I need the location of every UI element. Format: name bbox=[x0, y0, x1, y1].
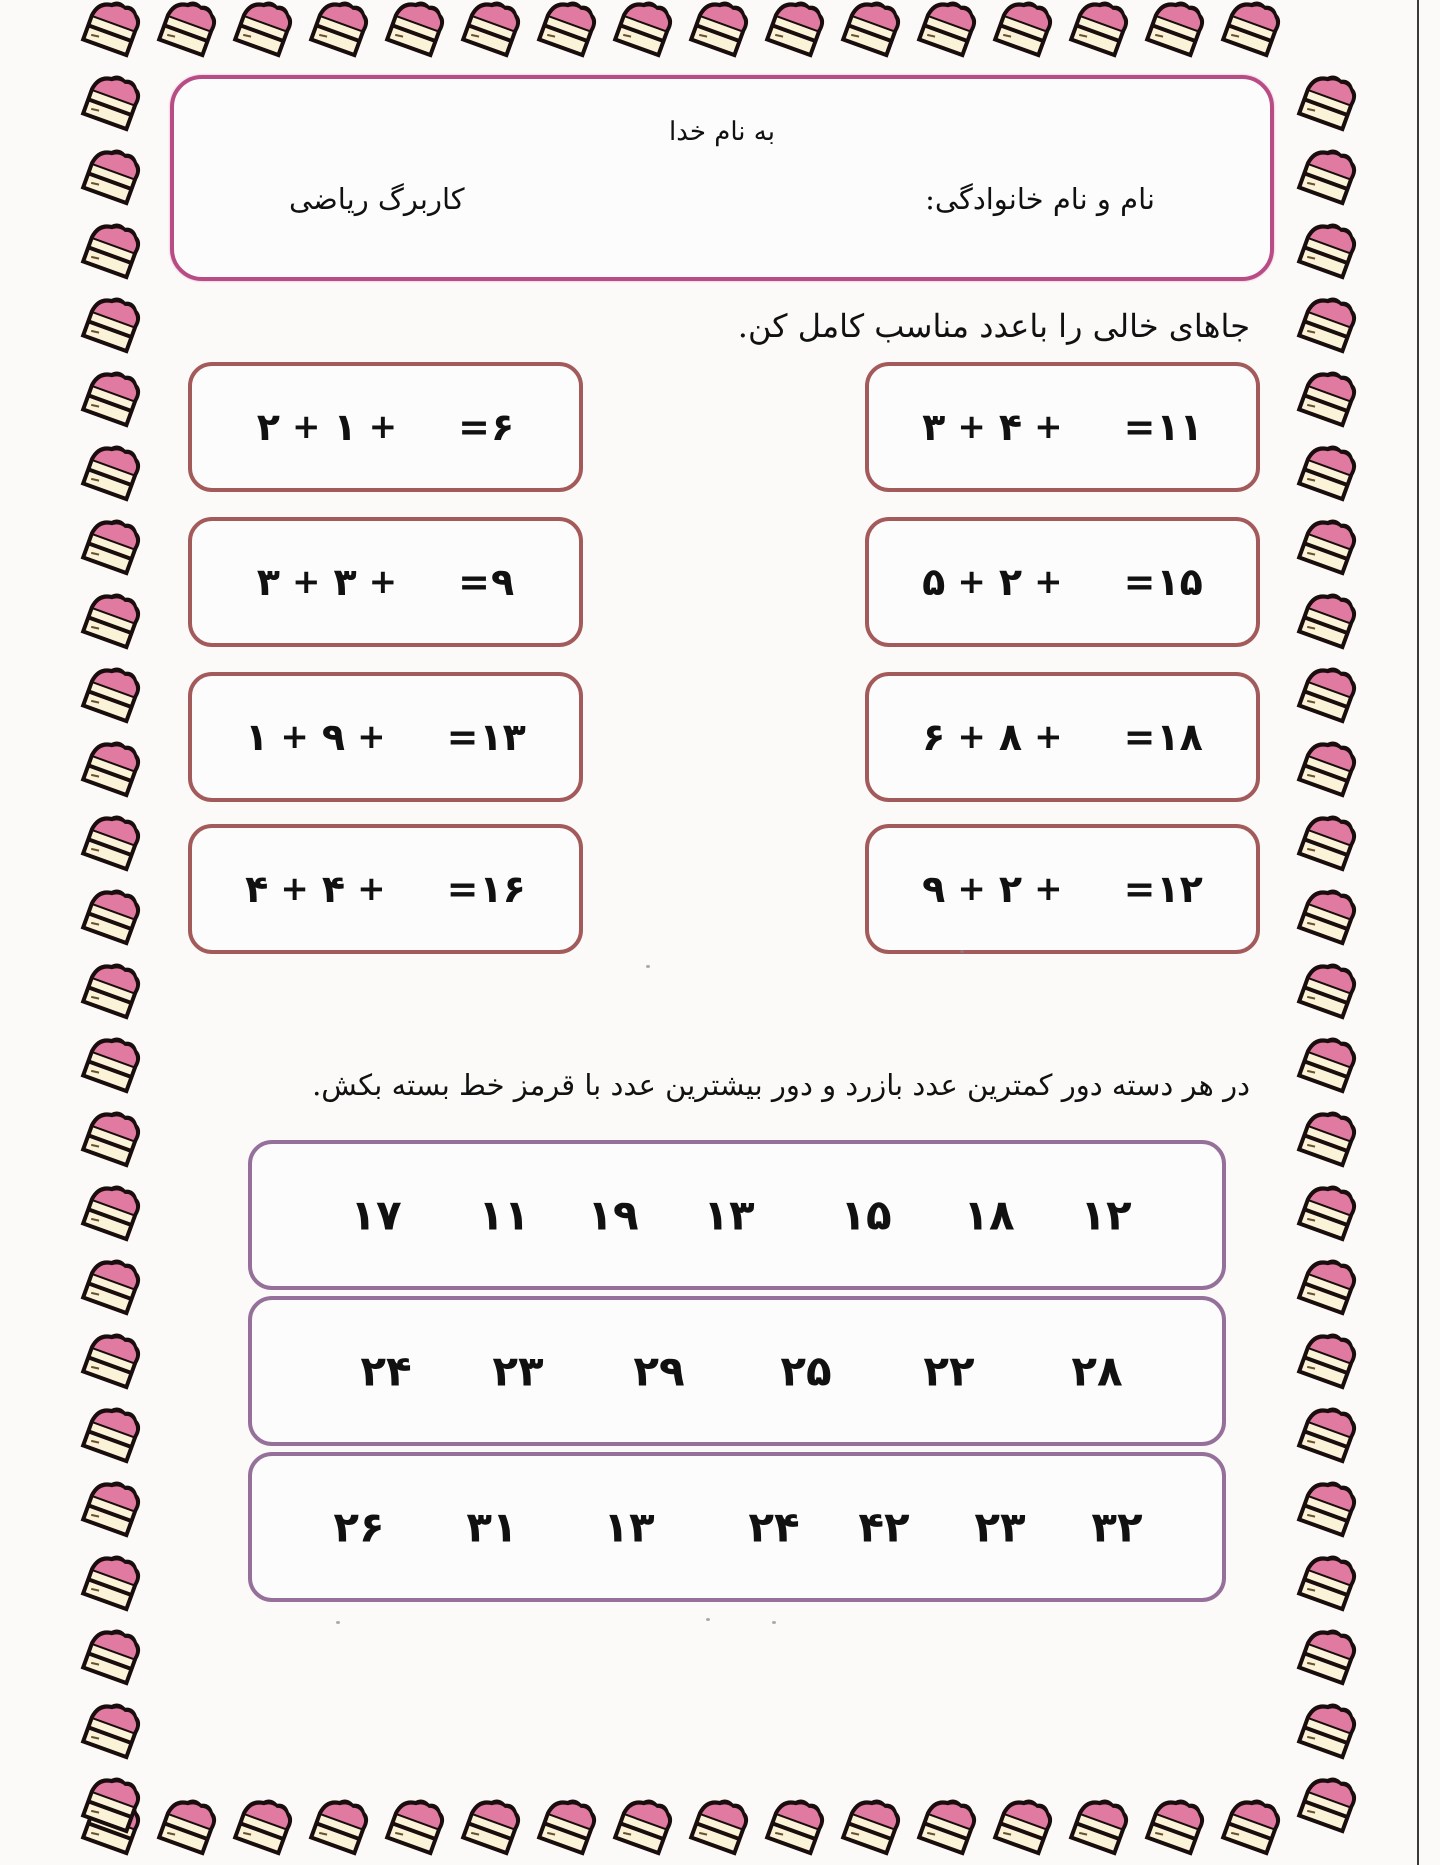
cake-slice-icon bbox=[224, 0, 300, 66]
cake-slice-icon bbox=[72, 1252, 148, 1324]
cake-slice-icon bbox=[756, 0, 832, 66]
cake-slice-icon bbox=[1212, 1792, 1288, 1864]
equation-total: ۱۱ bbox=[1156, 405, 1203, 449]
plus-sign: + bbox=[957, 869, 987, 909]
cake-slice-icon bbox=[1288, 1770, 1364, 1842]
cake-slice-icon bbox=[72, 734, 148, 806]
number-item[interactable]: ۱۱ bbox=[478, 1190, 530, 1240]
cake-slice-icon bbox=[604, 0, 680, 66]
equals-sign: = bbox=[1123, 867, 1157, 911]
equation-box bbox=[188, 517, 583, 647]
addend-a: ۳ bbox=[333, 560, 357, 604]
cake-slice-icon bbox=[528, 0, 604, 66]
cake-slice-icon bbox=[72, 0, 148, 66]
number-item[interactable]: ۲۳ bbox=[974, 1502, 1026, 1552]
cake-slice-icon bbox=[72, 1178, 148, 1250]
cake-slice-icon bbox=[1288, 1252, 1364, 1324]
cake-slice-icon bbox=[1288, 438, 1364, 510]
equals-sign: = bbox=[458, 560, 492, 604]
number-item[interactable]: ۲۶ bbox=[333, 1502, 385, 1552]
cake-slice-icon bbox=[72, 512, 148, 584]
cake-slice-icon bbox=[832, 0, 908, 66]
plus-sign: + bbox=[291, 407, 322, 447]
number-item[interactable]: ۳۲ bbox=[1091, 1502, 1143, 1552]
cake-slice-icon bbox=[72, 1548, 148, 1620]
cake-slice-icon bbox=[376, 0, 452, 66]
speck bbox=[706, 1618, 710, 1621]
equation-total: ۱۳ bbox=[479, 715, 526, 759]
cake-slice-icon bbox=[908, 0, 984, 66]
cake-slice-icon bbox=[72, 1474, 148, 1546]
cake-slice-icon bbox=[1212, 0, 1288, 66]
equals-sign: = bbox=[1123, 715, 1157, 759]
number-item[interactable]: ۱۹ bbox=[587, 1190, 639, 1240]
number-item[interactable]: ۱۷ bbox=[350, 1190, 402, 1240]
cake-slice-icon bbox=[1288, 512, 1364, 584]
equation-total: ۱۶ bbox=[479, 867, 526, 911]
speck bbox=[336, 1621, 340, 1624]
addend-b: ۳ bbox=[256, 560, 280, 604]
equation bbox=[922, 867, 1203, 911]
cake-slice-icon bbox=[1288, 364, 1364, 436]
cake-slice-icon bbox=[1288, 216, 1364, 288]
addend-a: ۹ bbox=[321, 715, 346, 759]
cake-slice-icon bbox=[1288, 808, 1364, 880]
cake-slice-icon bbox=[984, 1792, 1060, 1864]
cake-slice-icon bbox=[756, 1792, 832, 1864]
number-item[interactable]: ۲۳ bbox=[492, 1346, 544, 1396]
cake-slice-icon bbox=[528, 1792, 604, 1864]
speck bbox=[960, 950, 964, 953]
plus-sign: + bbox=[368, 407, 399, 447]
speck bbox=[772, 1621, 776, 1624]
cake-slice-icon bbox=[1288, 734, 1364, 806]
page-edge-line bbox=[1417, 0, 1419, 1865]
equation-total: ۱۵ bbox=[1156, 560, 1203, 604]
equation-box bbox=[865, 824, 1260, 954]
plus-sign: + bbox=[280, 717, 310, 757]
cake-slice-icon bbox=[1136, 0, 1212, 66]
number-group-box bbox=[248, 1296, 1226, 1446]
equation bbox=[922, 405, 1203, 449]
worksheet-subject: کاربرگ ریاضی bbox=[289, 182, 465, 216]
cake-slice-icon bbox=[1288, 1400, 1364, 1472]
number-item[interactable]: ۱۳ bbox=[603, 1502, 655, 1552]
cake-slice-icon bbox=[72, 364, 148, 436]
cake-slice-icon bbox=[148, 1792, 224, 1864]
cake-slice-icon bbox=[1288, 1326, 1364, 1398]
cake-slice-icon bbox=[1288, 142, 1364, 214]
number-item[interactable]: ۱۵ bbox=[840, 1190, 892, 1240]
addend-a: ۲ bbox=[998, 560, 1023, 604]
cake-slice-icon bbox=[72, 68, 148, 140]
cake-slice-icon bbox=[72, 290, 148, 362]
cake-slice-icon bbox=[1288, 68, 1364, 140]
number-item[interactable]: ۱۳ bbox=[703, 1190, 755, 1240]
plus-sign: + bbox=[357, 869, 387, 909]
addend-b: ۳ bbox=[922, 405, 946, 449]
cake-slice-icon bbox=[1288, 956, 1364, 1028]
equals-sign: = bbox=[446, 867, 480, 911]
number-group-box bbox=[248, 1452, 1226, 1602]
number-item[interactable]: ۲۸ bbox=[1071, 1346, 1123, 1396]
equals-sign: = bbox=[446, 715, 480, 759]
cake-slice-icon bbox=[148, 0, 224, 66]
equation bbox=[257, 560, 514, 604]
equation bbox=[922, 715, 1203, 759]
cake-slice-icon bbox=[452, 0, 528, 66]
cake-slice-icon bbox=[1288, 1696, 1364, 1768]
number-group-box bbox=[248, 1140, 1226, 1290]
plus-sign: + bbox=[368, 562, 399, 602]
equation-total: ۶ bbox=[491, 405, 515, 449]
number-item[interactable]: ۲۹ bbox=[633, 1346, 685, 1396]
plus-sign: + bbox=[1034, 717, 1064, 757]
name-label: نام و نام خانوادگی: bbox=[925, 182, 1155, 216]
cake-slice-icon bbox=[376, 1792, 452, 1864]
cake-slice-icon bbox=[1288, 1622, 1364, 1694]
cake-slice-icon bbox=[72, 1696, 148, 1768]
cake-slice-icon bbox=[1288, 1104, 1364, 1176]
number-item[interactable]: ۲۵ bbox=[780, 1346, 832, 1396]
addend-b: ۵ bbox=[922, 560, 946, 604]
number-item[interactable]: ۲۲ bbox=[923, 1346, 975, 1396]
cake-slice-icon bbox=[72, 1030, 148, 1102]
cake-slice-icon bbox=[1288, 290, 1364, 362]
addend-b: ۱ bbox=[245, 715, 269, 759]
cake-slice-icon bbox=[1288, 660, 1364, 732]
equation-total: ۹ bbox=[491, 560, 515, 604]
cake-slice-icon bbox=[224, 1792, 300, 1864]
equals-sign: = bbox=[1123, 405, 1157, 449]
equation-box bbox=[865, 517, 1260, 647]
equation-box bbox=[865, 362, 1260, 492]
equation-total: ۱۲ bbox=[1156, 867, 1203, 911]
cake-slice-icon bbox=[908, 1792, 984, 1864]
cake-slice-icon bbox=[72, 882, 148, 954]
cake-slice-icon bbox=[1060, 0, 1136, 66]
plus-sign: + bbox=[357, 717, 387, 757]
speck bbox=[646, 965, 650, 968]
addend-b: ۴ bbox=[245, 867, 269, 911]
cake-slice-icon bbox=[1288, 1030, 1364, 1102]
cake-slice-icon bbox=[300, 0, 376, 66]
equation-box bbox=[188, 672, 583, 802]
cake-slice-icon bbox=[72, 1400, 148, 1472]
cake-slice-icon bbox=[72, 1104, 148, 1176]
plus-sign: + bbox=[957, 717, 987, 757]
cake-slice-icon bbox=[72, 438, 148, 510]
cake-slice-icon bbox=[72, 1622, 148, 1694]
instruction-circle-numbers: در هر دسته دور کمترین عدد بازرد و دور بیشترین عدد با قرمز خط بسته بکش. bbox=[312, 1068, 1250, 1102]
cake-slice-icon bbox=[72, 1770, 148, 1842]
addend-b: ۹ bbox=[922, 867, 946, 911]
addend-a: ۱ bbox=[333, 405, 357, 449]
equals-sign: = bbox=[1123, 560, 1157, 604]
plus-sign: + bbox=[1034, 562, 1064, 602]
cake-slice-icon bbox=[72, 1326, 148, 1398]
addend-a: ۲ bbox=[998, 867, 1023, 911]
number-item[interactable]: ۲۴ bbox=[748, 1502, 800, 1552]
cake-slice-icon bbox=[72, 586, 148, 658]
equation bbox=[922, 560, 1203, 604]
cake-slice-icon bbox=[452, 1792, 528, 1864]
number-item[interactable]: ۳۱ bbox=[466, 1502, 518, 1552]
plus-sign: + bbox=[1034, 869, 1064, 909]
number-item[interactable]: ۴۲ bbox=[858, 1502, 910, 1552]
cake-slice-icon bbox=[72, 216, 148, 288]
equals-sign: = bbox=[458, 405, 492, 449]
cake-slice-icon bbox=[1288, 882, 1364, 954]
header-box bbox=[170, 75, 1274, 281]
cake-slice-icon bbox=[832, 1792, 908, 1864]
equation-box bbox=[865, 672, 1260, 802]
cake-slice-icon bbox=[1288, 586, 1364, 658]
cake-slice-icon bbox=[72, 142, 148, 214]
number-item[interactable]: ۱۲ bbox=[1080, 1190, 1132, 1240]
instruction-fill-blanks: جاهای خالی را باعدد مناسب کامل کن. bbox=[737, 307, 1250, 345]
cake-slice-icon bbox=[1288, 1474, 1364, 1546]
cake-slice-icon bbox=[680, 1792, 756, 1864]
cake-slice-icon bbox=[680, 0, 756, 66]
cake-slice-icon bbox=[1060, 1792, 1136, 1864]
plus-sign: + bbox=[957, 562, 987, 602]
cake-slice-icon bbox=[72, 660, 148, 732]
equation bbox=[257, 405, 514, 449]
equation-total: ۱۸ bbox=[1156, 715, 1203, 759]
cake-slice-icon bbox=[604, 1792, 680, 1864]
cake-slice-icon bbox=[300, 1792, 376, 1864]
plus-sign: + bbox=[291, 562, 322, 602]
number-item[interactable]: ۲۴ bbox=[360, 1346, 412, 1396]
cake-slice-icon bbox=[72, 808, 148, 880]
addend-a: ۴ bbox=[321, 867, 346, 911]
plus-sign: + bbox=[280, 869, 310, 909]
equation bbox=[245, 867, 526, 911]
addend-b: ۲ bbox=[256, 405, 280, 449]
addend-b: ۶ bbox=[922, 715, 946, 759]
plus-sign: + bbox=[1034, 407, 1064, 447]
cake-slice-icon bbox=[72, 956, 148, 1028]
page-title: به نام خدا bbox=[669, 117, 775, 147]
equation bbox=[245, 715, 526, 759]
cake-slice-icon bbox=[1136, 1792, 1212, 1864]
cake-slice-icon bbox=[984, 0, 1060, 66]
addend-a: ۸ bbox=[998, 715, 1023, 759]
plus-sign: + bbox=[957, 407, 987, 447]
number-item[interactable]: ۱۸ bbox=[963, 1190, 1015, 1240]
addend-a: ۴ bbox=[998, 405, 1023, 449]
cake-slice-icon bbox=[1288, 1178, 1364, 1250]
equation-box bbox=[188, 824, 583, 954]
equation-box bbox=[188, 362, 583, 492]
cake-slice-icon bbox=[1288, 1548, 1364, 1620]
